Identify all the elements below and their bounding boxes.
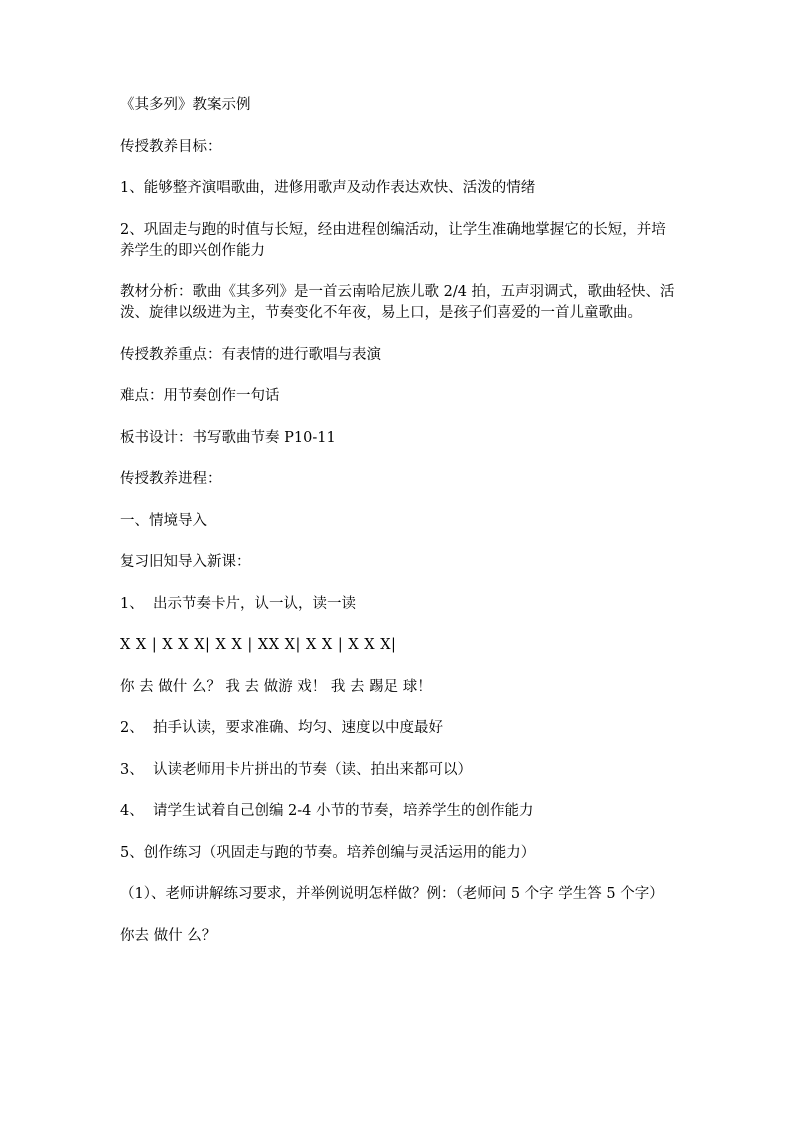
step-1: 1、 出示节奏卡片，认一认，读一读: [120, 595, 356, 612]
heading-teaching-process: 传授教养进程：: [120, 471, 222, 487]
step-5: 5、创作练习（巩固走与跑的节奏。培养创编与灵活运用的能力）: [120, 844, 536, 861]
rhythm-notation: X X | X X X| X X | XX X| X X | X X X|: [120, 637, 397, 653]
section-scenario-intro: 一、情境导入: [120, 512, 207, 529]
document-body: [120, 95, 680, 967]
example-question: 你去 做什 么？: [120, 927, 217, 944]
goal-item-2: 2、巩固走与跑的时值与长短，经由进程创编活动，让学生准确地掌握它的长短，并培养学生的即兴创作能力: [120, 221, 666, 259]
difficulty: 难点：用节奏创作一句话: [120, 388, 280, 404]
step-2: 2、 拍手认读，要求准确、均匀、速度以中度最好: [120, 720, 443, 736]
step-3: 3、 认读老师用卡片拼出的节奏（读、拍出来都可以）: [120, 761, 472, 778]
step-4: 4、 请学生试着自己创编 2-4 小节的节奏，培养学生的创作能力: [120, 803, 534, 819]
material-analysis: 教材分析：歌曲《其多列》是一首云南哈尼族儿歌 2/4 拍，五声羽调式，歌曲轻快、活泼、旋律以级进为主，节奏变化不年夜，易上口，是孩子们喜爱的一首儿童歌曲。: [120, 284, 675, 321]
document-title: 《其多列》教案示例: [120, 97, 251, 113]
heading-teaching-goals: 传授教养目标：: [120, 138, 222, 155]
rhythm-lyrics: 你 去 做什 么？ 我 去 做游 戏！ 我 去 踢足 球！: [120, 678, 432, 695]
review-intro: 复习旧知导入新课：: [120, 554, 251, 570]
goal-item-1: 1、能够整齐演唱歌曲，进修用歌声及动作表达欢快、活泼的情绪: [120, 180, 536, 196]
teaching-focus: 传授教养重点：有表情的进行歌唱与表演: [120, 346, 381, 363]
blackboard-design: 板书设计：书写歌曲节奏 P10-11: [120, 429, 336, 446]
step-5-sub-1: （1）、老师讲解练习要求，并举例说明怎样做？例：（老师问 5 个字 学生答 5 个字）: [120, 886, 664, 902]
